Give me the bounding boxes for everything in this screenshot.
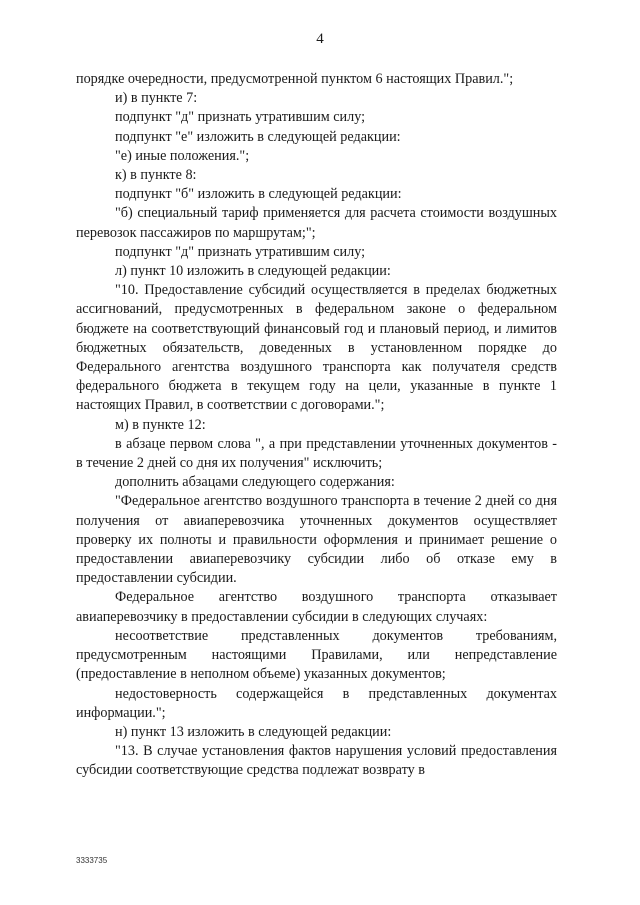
paragraph: л) пункт 10 изложить в следующей редакции: xyxy=(115,263,391,280)
page-number: 4 xyxy=(316,31,324,47)
paragraph: "б) специальный тариф применяется для расчета стоимости воздушных перевозок пассажиров по маршрутам;"; xyxy=(76,205,557,241)
paragraph: к) в пункте 8: xyxy=(115,167,197,184)
paragraph: в абзаце первом слова ", а при представлении уточненных документов - в течение 2 дней со дня их получения" исключить; xyxy=(76,435,557,472)
paragraph: и) в пункте 7: xyxy=(115,90,198,107)
paragraph: несоответствие представленных документов требованиям, предусмотренным настоящими Правилами, или непредставление (предоставление в неполном объеме) указанных документов; xyxy=(76,627,557,683)
document-body xyxy=(76,70,557,781)
paragraph: м) в пункте 12: xyxy=(115,416,206,433)
paragraph: Федеральное агентство воздушного транспорта отказывает авиаперевозчику в предоставлении субсидии в следующих случаях: xyxy=(76,589,557,625)
paragraph: н) пункт 13 изложить в следующей редакции: xyxy=(115,723,392,740)
paragraph: порядке очередности, предусмотренной пунктом 6 настоящих Правил."; xyxy=(76,71,514,87)
paragraph: подпункт "б" изложить в следующей редакции: xyxy=(115,186,402,203)
paragraph: "е) иные положения."; xyxy=(115,147,250,164)
paragraph: дополнить абзацами следующего содержания: xyxy=(115,474,395,491)
paragraph: "Федеральное агентство воздушного транспорта в течение 2 дней со дня получения от авиаперевозчика уточненных документов осуществляет проверку их полноты и правильности оформления и принимает решение о предоставлении авиаперевозчику субсидии либо об отказе ему в предоставлении субсидии. xyxy=(76,493,557,587)
paragraph: подпункт "д" признать утратившим силу; xyxy=(115,109,366,126)
paragraph: подпункт "д" признать утратившим силу; xyxy=(115,243,366,260)
paragraph: "10. Предоставление субсидий осуществляется в пределах бюджетных ассигнований, предусмотренных в федеральном законе о федеральном бюджете на соответствующий финансовый год и плановый период, и лимитов бюджетных обязательств, доведенных в установленном порядке до Федерального агентства воздушного транспорта как получателя средств федерального бюджета в текущем году на цели, указанные в пункте 1 настоящих Правил, в соответствии с договорами."; xyxy=(76,282,557,414)
document-code: 3333735 xyxy=(76,856,108,865)
paragraph: "13. В случае установления фактов нарушения условий предоставления субсидии соответствующие средства подлежат возврату в xyxy=(76,743,557,779)
paragraph: недостоверность содержащейся в представленных документах информации."; xyxy=(76,685,557,721)
paragraph: подпункт "е" изложить в следующей редакции: xyxy=(115,128,401,145)
